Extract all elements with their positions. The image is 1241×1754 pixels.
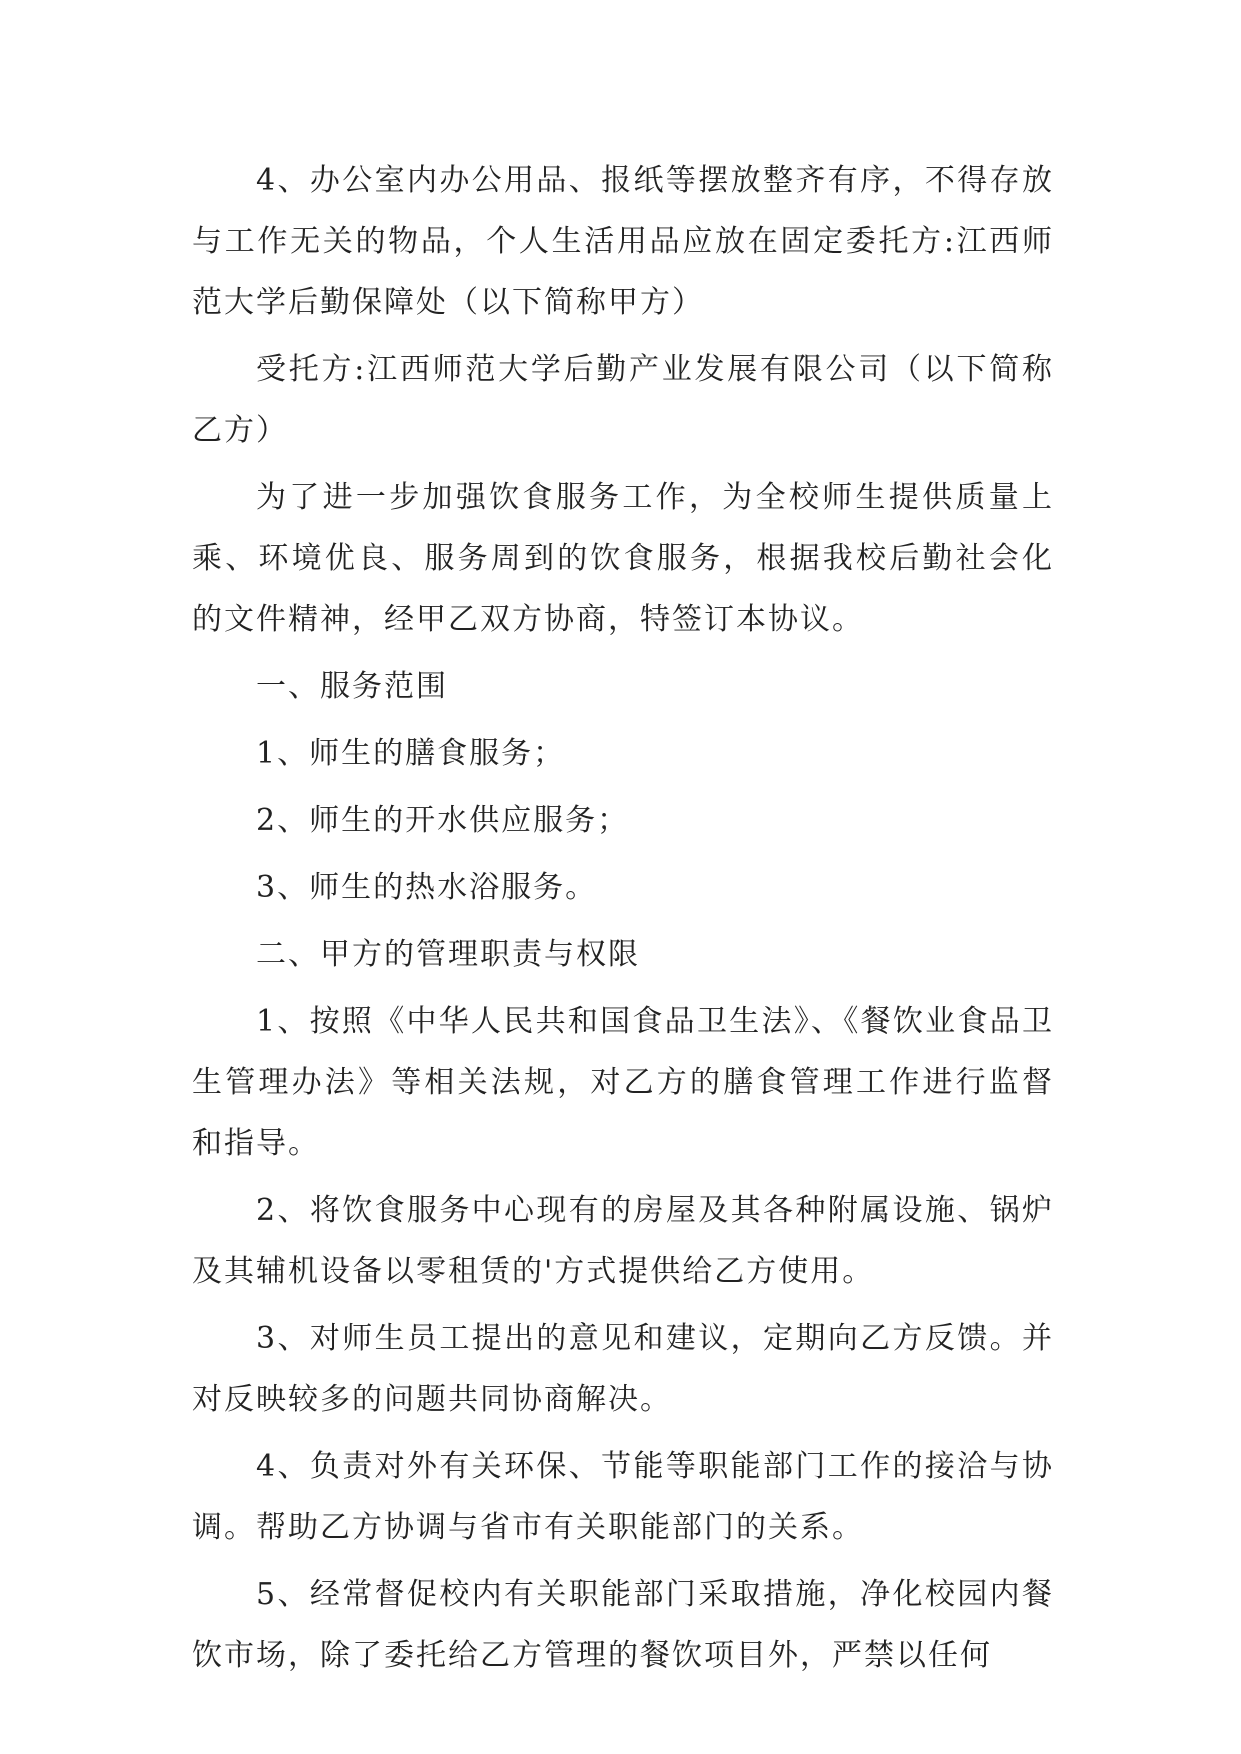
- paragraph-duty-item-1: 1、按照《中华人民共和国食品卫生法》、《餐饮业食品卫生管理办法》等相关法规，对乙方的膳食管理工作进行监督和指导。: [192, 1004, 1054, 1161]
- paragraph-duty-item-3: 3、对师生员工提出的意见和建议，定期向乙方反馈。并对反映较多的问题共同协商解决。: [192, 1321, 1054, 1417]
- paragraph-scope-item-2: 2、师生的开水供应服务；: [256, 803, 630, 838]
- paragraph-duty-item-2: 2、将饮食服务中心现有的房屋及其各种附属设施、锅炉及其辅机设备以零租赁的'方式提供给乙方使用。: [192, 1193, 1054, 1289]
- paragraph-trustee: 受托方:江西师范大学后勤产业发展有限公司（以下简称乙方）: [192, 352, 1054, 448]
- paragraph-scope-item-1: 1、师生的膳食服务；: [256, 736, 566, 771]
- paragraph-item-4-office-supplies: 4、办公室内办公用品、报纸等摆放整齐有序，不得存放与工作无关的物品，个人生活用品应放在固定委托方:江西师范大学后勤保障处（以下简称甲方）: [192, 163, 1054, 320]
- paragraph-duty-item-4: 4、负责对外有关环保、节能等职能部门工作的接洽与协调。帮助乙方协调与省市有关职能部门的关系。: [192, 1449, 1054, 1545]
- section-heading-service-scope: 一、服务范围: [256, 669, 448, 704]
- document-page: [192, 150, 1054, 1686]
- paragraph-duty-item-5: 5、经常督促校内有关职能部门采取措施，净化校园内餐饮市场，除了委托给乙方管理的餐饮项目外，严禁以任何: [192, 1577, 1054, 1673]
- paragraph-scope-item-3: 3、师生的热水浴服务。: [256, 870, 598, 905]
- paragraph-preamble: 为了进一步加强饮食服务工作，为全校师生提供质量上乘、环境优良、服务周到的饮食服务，根据我校后勤社会化的文件精神，经甲乙双方协商，特签订本协议。: [192, 480, 1054, 637]
- section-heading-party-a-duties: 二、甲方的管理职责与权限: [256, 937, 640, 972]
